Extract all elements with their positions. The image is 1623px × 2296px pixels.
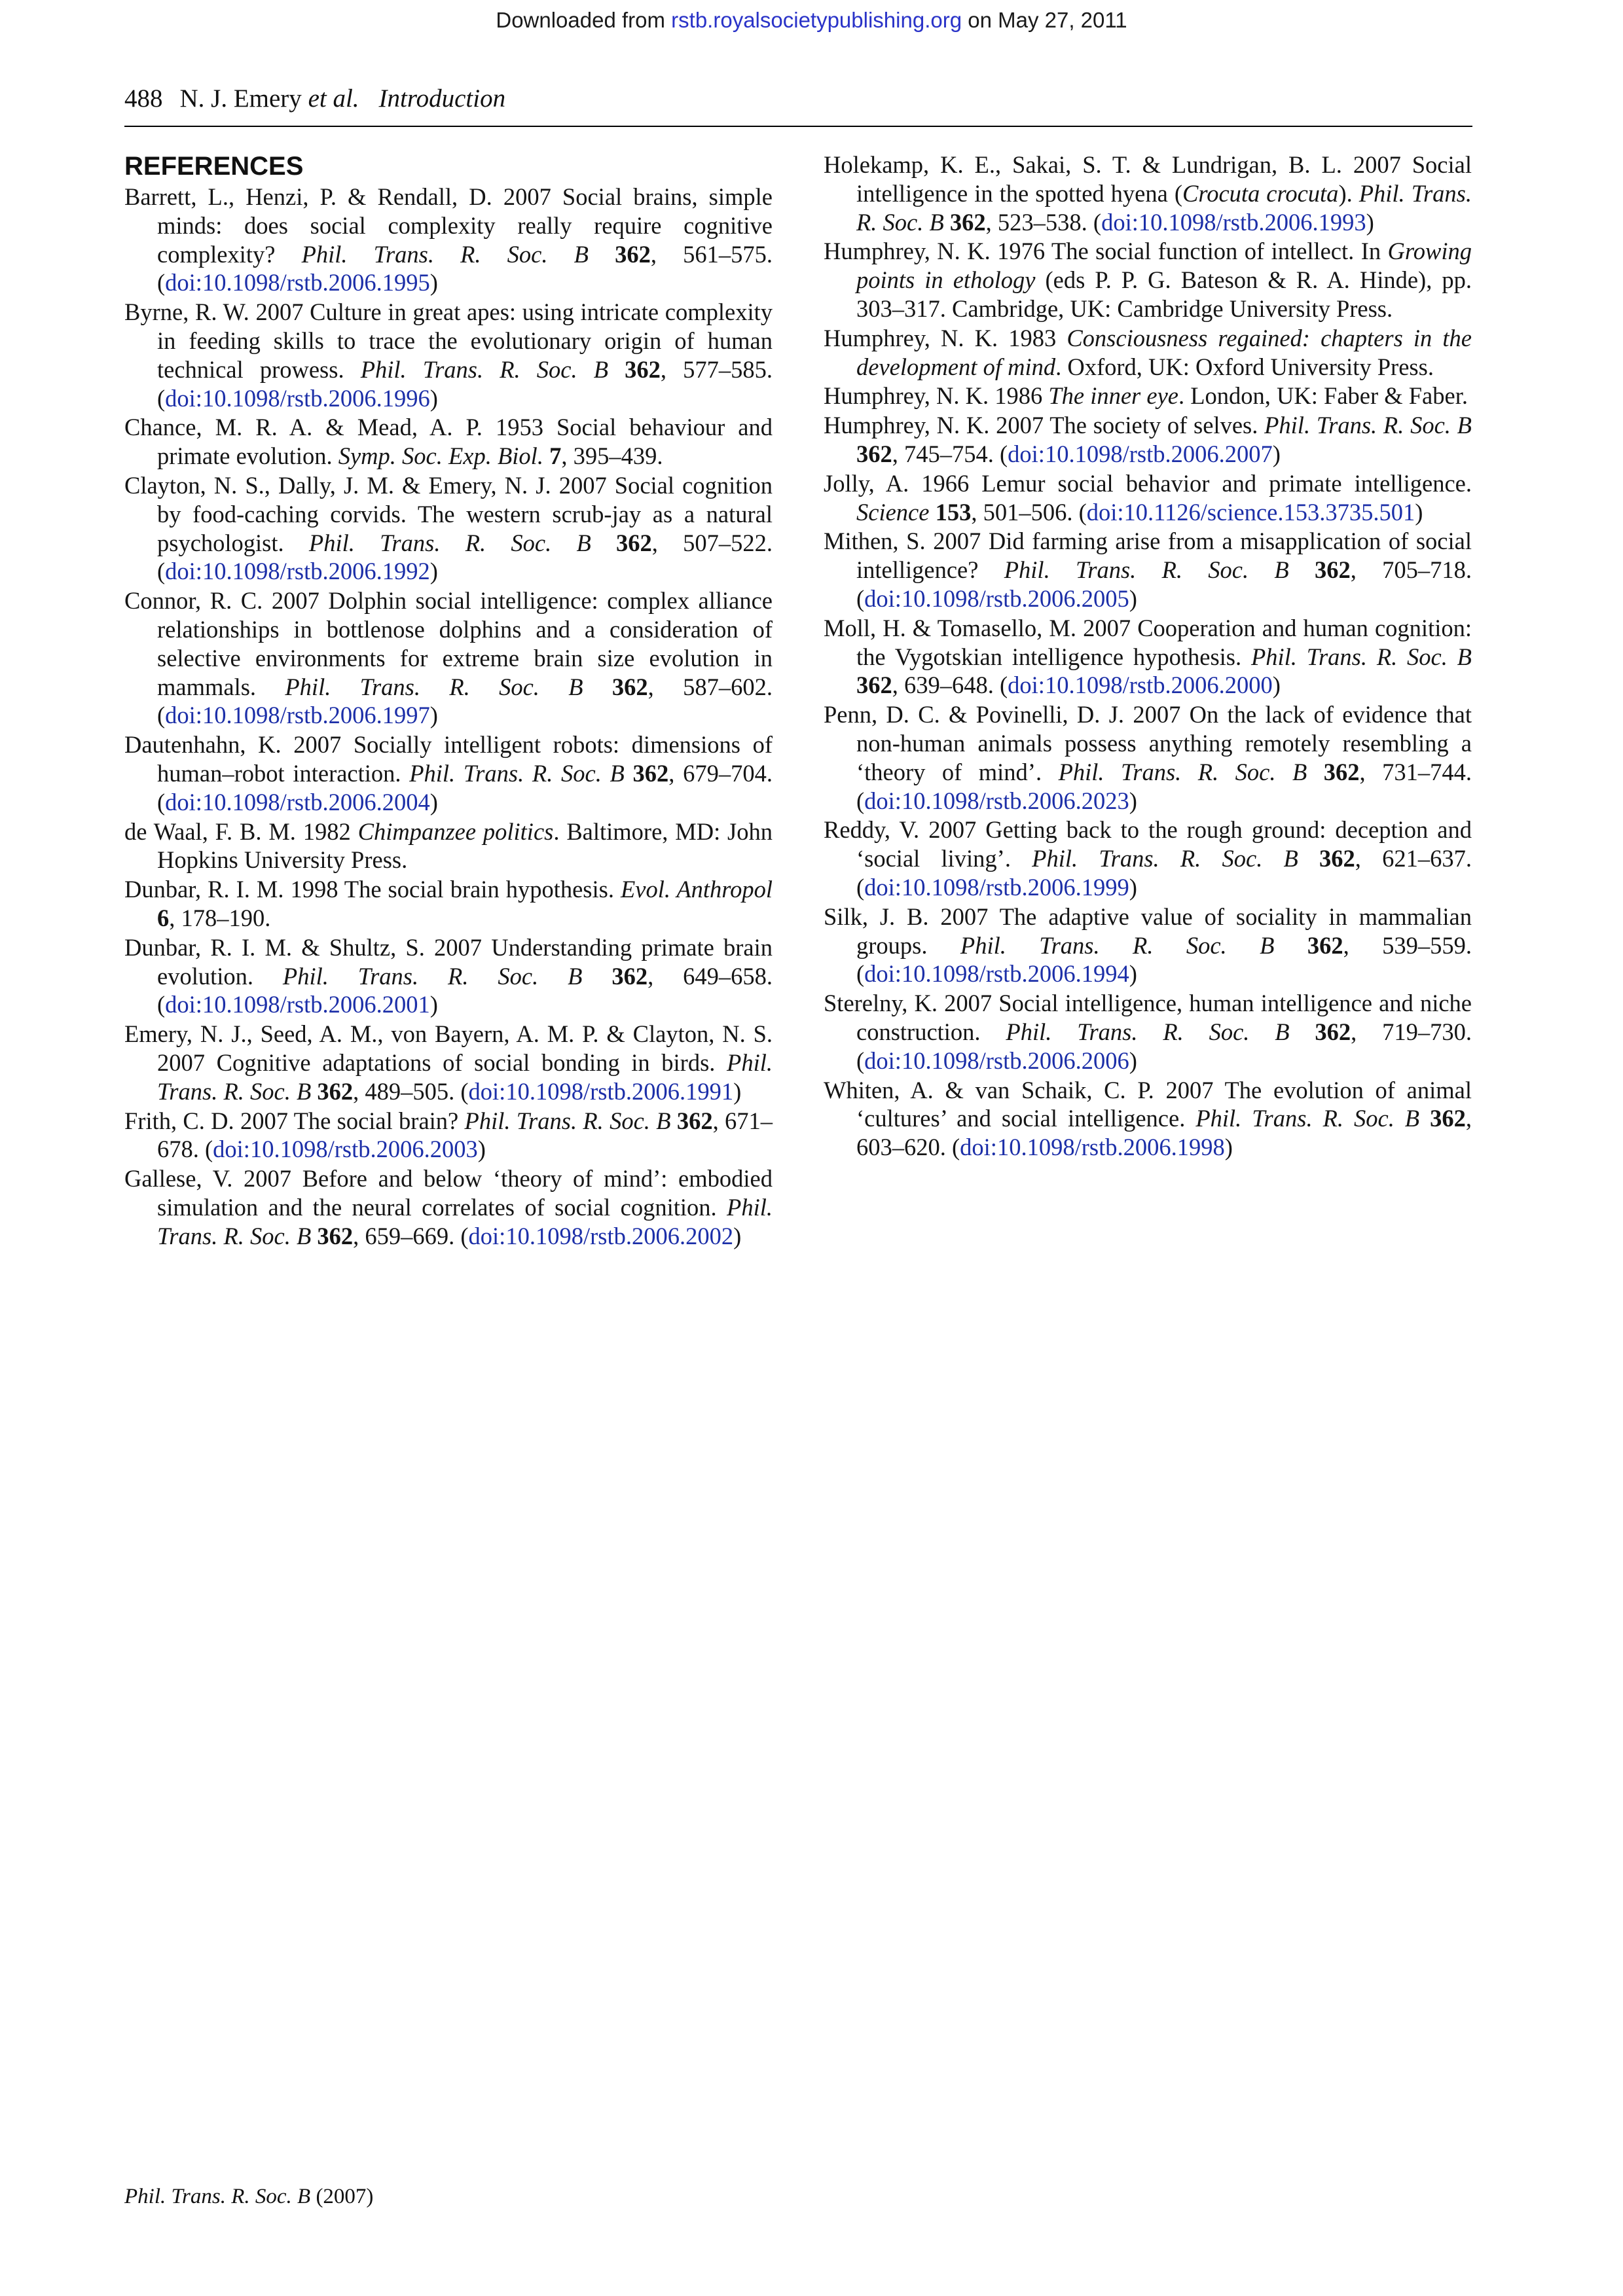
ref-text: Mithen, S. 2007 Did farming arise from a misapplication of social intelligence? [824, 528, 1472, 584]
reference-entry [824, 324, 1472, 382]
ref-italic-text: Phil. Trans. R. Soc. B [301, 240, 589, 268]
ref-text: ) [1366, 208, 1374, 236]
ref-italic-text: Consciousness regained: chapters in the development of mind [856, 324, 1472, 380]
doi-link[interactable]: doi:10.1098/rstb.2006.2023 [864, 787, 1129, 814]
ref-text: Humphrey, N. K. 2007 The society of selves. [824, 412, 1265, 439]
reference-entry [824, 237, 1472, 323]
ref-volume: 7 [549, 442, 562, 470]
ref-text: , 671–678. ( [157, 1107, 773, 1163]
ref-volume: 362 [615, 240, 651, 268]
reference-entry [824, 469, 1472, 527]
ref-text: . Oxford, UK: Oxford University Press. [1055, 353, 1434, 380]
ref-text: , 659–669. ( [353, 1222, 469, 1249]
ref-text: , 539–559. ( [856, 931, 1472, 988]
ref-italic-text: Symp. Soc. Exp. Biol. [338, 442, 543, 470]
ref-italic-text: Phil. Trans. R. Soc. B [1004, 556, 1289, 584]
journal-footer [124, 2185, 373, 2209]
reference-entry [824, 816, 1472, 901]
banner-prefix: Downloaded from [496, 8, 672, 32]
ref-text [1274, 932, 1307, 959]
ref-text: (eds P. P. G. Bateson & R. A. Hinde), pp. 303–317. Cambridge, UK: Cambridge University Press. [856, 266, 1472, 322]
ref-italic-text: Science [856, 498, 930, 526]
ref-text: , 507–522. ( [157, 529, 773, 585]
ref-text: Silk, J. B. 2007 The adaptive value of sociality in mammalian groups. [824, 903, 1472, 959]
ref-volume: 362 [611, 962, 648, 990]
banner-suffix: on May 27, 2011 [962, 8, 1127, 32]
reference-entry [124, 183, 773, 297]
running-head-section: Introduction [378, 84, 506, 113]
ref-text: ) [1272, 672, 1281, 699]
ref-italic-text: Phil. Trans. R. Soc. B [960, 931, 1275, 959]
ref-volume: 362 [616, 529, 652, 556]
ref-text [311, 1223, 317, 1249]
footer-journal: Phil. Trans. R. Soc. B [124, 2185, 311, 2208]
ref-text [929, 499, 935, 526]
running-head-etal: et al. [308, 84, 359, 113]
ref-text: , 639–648. ( [892, 672, 1008, 699]
reference-entry [824, 382, 1472, 410]
ref-italic-text: The inner eye [1048, 382, 1178, 410]
ref-italic-text: Chimpanzee politics [357, 817, 554, 845]
running-head-authors: N. J. Emery [179, 84, 308, 113]
ref-text [1290, 1018, 1315, 1045]
doi-link[interactable]: doi:10.1098/rstb.2006.2006 [864, 1047, 1129, 1074]
ref-text: ) [1224, 1134, 1233, 1161]
ref-text: Moll, H. & Tomasello, M. 2007 Cooperation and human cognition: the Vygotskian intelligence hypothesis. [824, 614, 1472, 670]
ref-text: , 561–575. ( [157, 240, 773, 296]
ref-text [671, 1107, 677, 1134]
doi-link[interactable]: doi:10.1098/rstb.2006.1995 [165, 269, 430, 296]
ref-text: ) [1129, 787, 1137, 814]
doi-link[interactable]: doi:10.1098/rstb.2006.2004 [165, 788, 430, 816]
ref-text [583, 673, 612, 700]
ref-text: Frith, C. D. 2007 The social brain? [124, 1107, 465, 1134]
ref-text: Barrett, L., Henzi, P. & Rendall, D. 2007 Social brains, simple minds: does social complexity really require cognitive complexity? [124, 183, 773, 268]
ref-text: , 577–585. ( [157, 355, 773, 412]
reference-entry [124, 933, 773, 1019]
doi-link[interactable]: doi:10.1098/rstb.2006.1999 [864, 873, 1129, 901]
reference-entry [124, 298, 773, 412]
doi-link[interactable]: doi:10.1098/rstb.2006.1996 [165, 384, 430, 412]
reference-list-left [124, 183, 773, 1250]
reference-entry [824, 903, 1472, 988]
ref-text: ) [733, 1077, 742, 1105]
ref-italic-text: Phil. Trans. R. Soc. B [157, 1193, 773, 1249]
ref-text: , 745–754. ( [892, 440, 1008, 467]
doi-link[interactable]: doi:10.1098/rstb.2006.1997 [165, 702, 430, 729]
ref-text: ) [733, 1222, 742, 1249]
reference-entry [124, 875, 773, 933]
ref-text: ) [477, 1136, 486, 1163]
ref-italic-text: Phil. Trans. R. Soc. B [285, 673, 583, 700]
ref-text [944, 209, 950, 236]
ref-text: Byrne, R. W. 2007 Culture in great apes: using intricate complexity in feeding skills to trace the evolutionary origin of human technical prowess. [124, 298, 773, 383]
ref-text: Sterelny, K. 2007 Social intelligence, human intelligence and niche construction. [824, 990, 1472, 1045]
reference-entry [824, 411, 1472, 469]
reference-entry [124, 471, 773, 586]
ref-text: , 719–730. ( [856, 1018, 1472, 1074]
ref-italic-text: Crocuta crocuta [1182, 179, 1339, 207]
ref-text: ) [1129, 584, 1137, 612]
download-banner [0, 8, 1623, 33]
reference-entry [124, 586, 773, 730]
ref-text: ) [429, 269, 438, 296]
ref-volume: 362 [625, 355, 661, 383]
footer-year: (2007) [310, 2185, 374, 2208]
doi-link[interactable]: doi:10.1098/rstb.2006.1998 [960, 1134, 1225, 1161]
ref-volume: 362 [949, 208, 986, 236]
ref-text [608, 356, 625, 383]
ref-text [582, 963, 611, 990]
ref-volume: 6 [157, 904, 170, 931]
reference-entry [124, 1107, 773, 1164]
running-head [124, 84, 1472, 127]
ref-text: , 705–718. ( [856, 556, 1472, 612]
reference-entry [124, 730, 773, 816]
ref-text: Dunbar, R. I. M. 1998 The social brain hypothesis. [124, 876, 621, 903]
ref-italic-text: Phil. Trans. R. Soc. B [1006, 1018, 1290, 1045]
reference-entry [824, 700, 1472, 815]
ref-text [1307, 759, 1323, 785]
ref-text: Gallese, V. 2007 Before and below ‘theory of mind’: embodied simulation and the neural correlates of social cognition. [124, 1165, 773, 1221]
references-column-left [124, 151, 773, 1251]
ref-text: Whiten, A. & van Schaik, C. P. 2007 The evolution of animal ‘cultures’ and social intelligence. [824, 1076, 1472, 1132]
ref-text: , 587–602. ( [157, 673, 773, 729]
reference-entry [124, 1020, 773, 1105]
ref-text: Humphrey, N. K. 1986 [824, 382, 1049, 410]
ref-text [311, 1078, 317, 1105]
ref-italic-text: Evol. Anthropol [620, 876, 773, 903]
ref-italic-text: Phil. Trans. R. Soc. B [157, 1049, 773, 1105]
ref-text: Dautenhahn, K. 2007 Socially intelligent robots: dimensions of human–robot interaction. [124, 731, 773, 787]
reference-list-right [824, 151, 1472, 1162]
ref-text: Humphrey, N. K. 1983 [824, 324, 1067, 351]
ref-volume: 362 [1319, 845, 1355, 872]
ref-italic-text: Phil. Trans. R. Soc. B [360, 355, 609, 383]
ref-text: Holekamp, K. E., Sakai, S. T. & Lundrigan, B. L. 2007 Social intelligence in the spotted hyena ( [824, 151, 1472, 207]
ref-italic-text: Phil. Trans. R. Soc. B [1250, 643, 1472, 670]
doi-link[interactable]: doi:10.1098/rstb.2006.2003 [213, 1136, 478, 1163]
ref-italic-text: Phil. Trans. R. Soc. B [1264, 412, 1472, 439]
doi-link[interactable]: doi:10.1098/rstb.2006.1993 [1101, 208, 1366, 236]
reference-entry [824, 614, 1472, 700]
ref-text: Dunbar, R. I. M. & Shultz, S. 2007 Understanding primate brain evolution. [124, 933, 773, 990]
doi-link[interactable]: doi:10.1098/rstb.2006.1994 [864, 960, 1129, 988]
ref-volume: 362 [1323, 758, 1360, 785]
ref-volume: 362 [1314, 556, 1351, 584]
ref-text: ). [1338, 179, 1359, 207]
ref-text [543, 442, 549, 469]
references-heading: REFERENCES [124, 152, 304, 181]
reference-entry [824, 527, 1472, 613]
ref-text: ) [429, 991, 438, 1018]
ref-text [1289, 556, 1315, 583]
doi-link[interactable]: doi:10.1098/rstb.2006.2000 [1008, 672, 1273, 699]
ref-italic-text: Phil. Trans. R. Soc. B [856, 179, 1472, 236]
ref-italic-text: Phil. Trans. R. Soc. B [308, 529, 591, 556]
ref-text: ) [1415, 498, 1423, 526]
ref-text: , 649–658. ( [157, 962, 773, 1018]
ref-text: , 395–439. [561, 442, 663, 470]
ref-volume: 153 [935, 498, 972, 526]
ref-volume: 362 [632, 759, 669, 787]
ref-italic-text: Phil. Trans. R. Soc. B [464, 1107, 671, 1134]
ref-text: ) [429, 788, 438, 816]
ref-text: ) [1129, 1047, 1137, 1074]
ref-text [625, 760, 633, 787]
ref-text [591, 529, 616, 556]
page-number: 488 [124, 84, 163, 113]
ref-volume: 362 [856, 440, 892, 467]
doi-link[interactable]: doi:10.1098/rstb.2006.2002 [468, 1222, 734, 1249]
ref-text: , 603–620. ( [856, 1105, 1472, 1161]
ref-text: Emery, N. J., Seed, A. M., von Bayern, A. M. P. & Clayton, N. S. 2007 Cognitive adaptations of social bonding in birds. [124, 1020, 773, 1076]
ref-text: ) [429, 384, 438, 412]
ref-text: , 501–506. ( [971, 498, 1087, 526]
ref-volume: 362 [856, 672, 892, 699]
reference-entry [124, 413, 773, 471]
ref-volume: 362 [1307, 931, 1343, 959]
ref-text: Humphrey, N. K. 1976 The social function of intellect. In [824, 238, 1388, 265]
doi-link[interactable]: doi:10.1098/rstb.2006.1992 [165, 558, 430, 585]
ref-text [1298, 845, 1319, 872]
reference-entry [124, 1164, 773, 1250]
references-column-right [824, 151, 1472, 1162]
ref-text: Connor, R. C. 2007 Dolphin social intelligence: complex alliance relationships in bottlenose dolphins and a consideration of selective environments for extreme brain size evolution in mammals. [124, 587, 773, 700]
ref-text: Chance, M. R. A. & Mead, A. P. 1953 Social behaviour and primate evolution. [124, 414, 773, 470]
ref-text: , 178–190. [169, 904, 271, 931]
ref-text: . London, UK: Faber & Faber. [1178, 382, 1468, 410]
ref-text: , 621–637. ( [856, 845, 1472, 901]
ref-text: , 489–505. ( [353, 1077, 469, 1105]
ref-text: ) [1129, 960, 1137, 988]
doi-link[interactable]: doi:10.1098/rstb.2006.2007 [1008, 440, 1273, 467]
reference-entry [824, 151, 1472, 236]
ref-italic-text: Growing points in ethology [856, 238, 1472, 294]
ref-text: Reddy, V. 2007 Getting back to the rough ground: deception and ‘social living’. [824, 816, 1472, 872]
ref-italic-text: Phil. Trans. R. Soc. B [282, 962, 583, 990]
ref-volume: 362 [317, 1222, 354, 1249]
ref-italic-text: Phil. Trans. R. Soc. B [1032, 845, 1298, 872]
doi-link[interactable]: doi:10.1126/science.153.3735.501 [1086, 498, 1415, 526]
ref-italic-text: Phil. Trans. R. Soc. B [1058, 758, 1307, 785]
ref-volume: 362 [676, 1107, 713, 1134]
ref-text: ) [1272, 440, 1281, 467]
doi-link[interactable]: doi:10.1098/rstb.2006.2005 [864, 584, 1129, 612]
ref-volume: 362 [317, 1077, 354, 1105]
banner-site-link[interactable]: rstb.royalsocietypublishing.org [671, 8, 962, 32]
ref-text: , 523–538. ( [985, 208, 1102, 236]
reference-entry [124, 817, 773, 875]
ref-italic-text: Phil. Trans. R. Soc. B [1195, 1105, 1420, 1132]
doi-link[interactable]: doi:10.1098/rstb.2006.1991 [468, 1077, 734, 1105]
ref-volume: 362 [611, 673, 648, 700]
ref-text: de Waal, F. B. M. 1982 [124, 817, 358, 845]
ref-text: Clayton, N. S., Dally, J. M. & Emery, N. J. 2007 Social cognition by food-caching corvids. The western scrub-jay as a natural psychologist. [124, 471, 773, 556]
ref-text: . Baltimore, MD: John Hopkins University Press. [157, 817, 773, 874]
reference-entry [824, 989, 1472, 1075]
doi-link[interactable]: doi:10.1098/rstb.2006.2001 [165, 991, 430, 1018]
ref-volume: 362 [1315, 1018, 1351, 1045]
ref-text [589, 241, 615, 268]
ref-text [1419, 1105, 1430, 1132]
ref-text: , 731–744. ( [856, 758, 1472, 814]
ref-text: , 679–704. ( [157, 759, 773, 816]
ref-text: ) [1129, 873, 1137, 901]
ref-italic-text: Phil. Trans. R. Soc. B [409, 759, 625, 787]
ref-volume: 362 [1430, 1105, 1466, 1132]
ref-text: ) [429, 558, 438, 585]
ref-text: Penn, D. C. & Povinelli, D. J. 2007 On the lack of evidence that non-human animals possess anything remotely resembling a ‘theory of mind’. [824, 701, 1472, 785]
reference-entry [824, 1076, 1472, 1162]
ref-text: ) [429, 702, 438, 729]
ref-text: Jolly, A. 1966 Lemur social behavior and primate intelligence. [824, 469, 1472, 497]
